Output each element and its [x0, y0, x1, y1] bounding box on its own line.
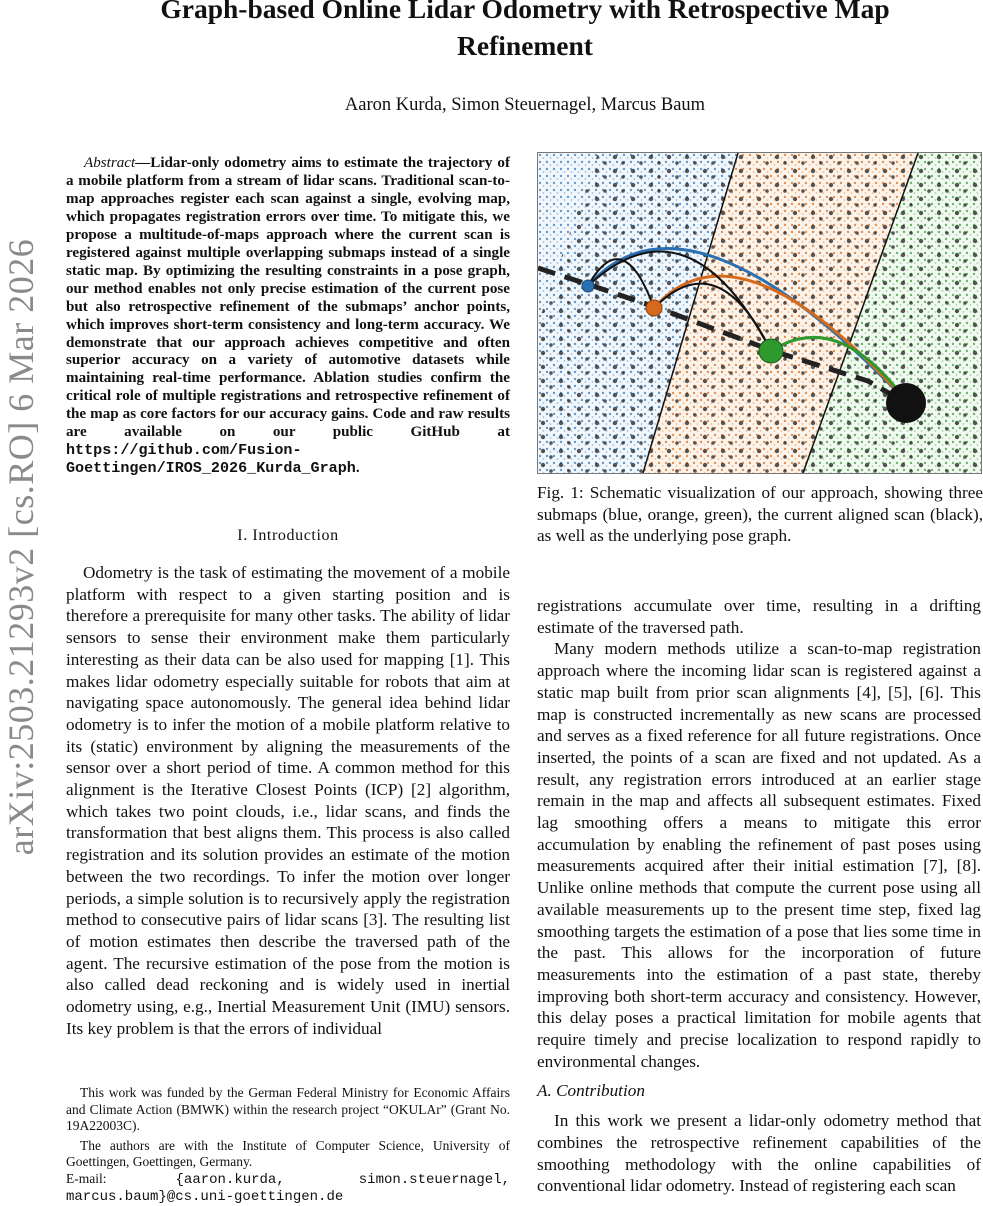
abstract-dash: —	[135, 155, 151, 171]
paper-authors: Aaron Kurda, Simon Steuernagel, Marcus Baum	[344, 95, 706, 115]
funding-note: This work was funded by the German Federal Ministry for Economic Affairs and Climate Action (BMWK) within the research project “OKULAr” (Grant No. 19A22003C).	[66, 1085, 510, 1133]
abstract-text: Lidar-only odometry aims to estimate the trajectory of a mobile platform from a stream of lidar scans. Traditional scan-to-map approaches register each scan against a single, evolving map, which propagates registration errors over time. To mitigate this, we propose a multitude-of-maps approach where the current scan is registered against multiple overlapping submaps instead of a single static map. By optimizing the resulting constraints in a pose graph, our method enables not only precise estimation of the current pose but also retrospective refinement of the submaps’ anchor points, which improves short-term consistency and long-term accuracy. We demonstrate that our approach achieves competitive and often superior accuracy on a variety of automotive datasets while maintaining real-time performance. Ablation studies confirm the critical role of multiple registrations and retrospective refinement of the map as core factors for our accuracy gains. Code and raw results are available on our public GitHub at	[66, 155, 510, 441]
current-scan-points	[538, 153, 981, 473]
current-scan-node	[886, 383, 926, 423]
subsection-heading-contribution: A. Contribution	[537, 1081, 645, 1101]
figure-1-caption: Fig. 1: Schematic visualization of our approach, showing three submaps (blue, orange, green), the current aligned scan (black), as well as the underlying pose graph.	[537, 483, 983, 546]
section-heading-introduction: I. Introduction	[237, 527, 339, 544]
blue-anchor-node	[582, 280, 594, 292]
footnotes	[66, 1085, 510, 1206]
right-paragraph-3: In this work we present a lidar-only odometry method that combines the retrospective refinement capabilities of the smoothing methodology with the online capabilities of conventional lidar odometry. Instead of registering each scan	[537, 1111, 981, 1196]
right-paragraph-1: registrations accumulate over time, resulting in a drifting estimate of the traversed path.	[537, 596, 981, 637]
email-addresses[interactable]: {aaron.kurda, simon.steuernagel, marcus.baum}@cs.uni-goettingen.de	[66, 1171, 510, 1205]
figure-1-graphic	[538, 153, 981, 473]
orange-anchor-node	[646, 300, 662, 316]
intro-paragraph: Odometry is the task of estimating the movement of a mobile platform with respect to a given starting position and is therefore a prerequisite for many other tasks. The ability of lidar sensors to sense their environment make them particularly interesting as their data can be also used for mapping [1]. This makes lidar odometry especially suitable for robots that aim at navigating space autonomously. The general idea behind lidar odometry is to infer the motion of a mobile platform relative to its (static) environment by aligning the measurements of the sensor over a short period of time. A common method for this alignment is the Iterative Closest Points (ICP) [2] algorithm, which takes two point clouds, i.e., lidar scans, and finds the transformation that best aligns them. This process is also called registration and its solution provides an estimate of the motion between the two recordings. To infer the motion over longer periods, a simple solution is to recursively apply the registration method to consecutive pairs of lidar scans [3]. The resulting list of motion estimates then describe the traversed path of the agent. The recursive estimation of the pose from the motion is also called dead reckoning and is widely used in inertial odometry using, e.g., Inertial Measurement Unit (IMU) sensors. Its key problem is that the errors of individual	[66, 563, 510, 1038]
figure-1-image	[537, 152, 982, 474]
affiliation-note: The authors are with the Institute of Computer Science, University of Goettingen, Goettingen, Germany.	[66, 1137, 510, 1169]
email-line	[66, 1171, 510, 1206]
email-label: E-mail:	[66, 1170, 107, 1186]
green-anchor-node	[759, 339, 783, 363]
code-link[interactable]: https://github.com/Fusion-Goettingen/IROS_2026_Kurda_Graph	[66, 441, 356, 478]
abstract-label: Abstract	[84, 155, 136, 171]
introduction-left-column	[66, 562, 510, 1039]
arxiv-identifier: arXiv:2503.21293v2 [cs.RO] 6 Mar 2026	[1, 238, 41, 856]
right-paragraph-2: Many modern methods utilize a scan-to-map registration approach where the incoming lidar scan is registered against a static map built from prior scan alignments [4], [5], [6]. This map is constructed incrementally as new scans are processed and serves as a fixed reference for all future registrations. Once inserted, the points of a scan are fixed and not updated. As a result, any registration errors introduced at an earlier stage remain in the map and affects all subsequent estimates. Fixed lag smoothing offers a means to mitigate this error accumulation by enabling the refinement of past poses using measurements acquired after their initial estimation [7], [8]. Unlike online methods that compute the current pose using all available measurements up to the present time step, fixed lag smoothing targets the estimation of a pose that lies some time in the past. This allows for the incorporation of future measurements into the estimation of a past state, thereby improving both short-term accuracy and consistency. However, this delay poses a practical limitation for mobile agents that require timely and precise localization to respond rapidly to environmental changes.	[537, 639, 981, 1071]
abstract	[66, 155, 510, 478]
right-column	[537, 595, 981, 1197]
abstract-end: .	[355, 460, 360, 477]
paper-title: Graph-based Online Lidar Odometry with Retrospective Map Refinement	[160, 0, 890, 61]
